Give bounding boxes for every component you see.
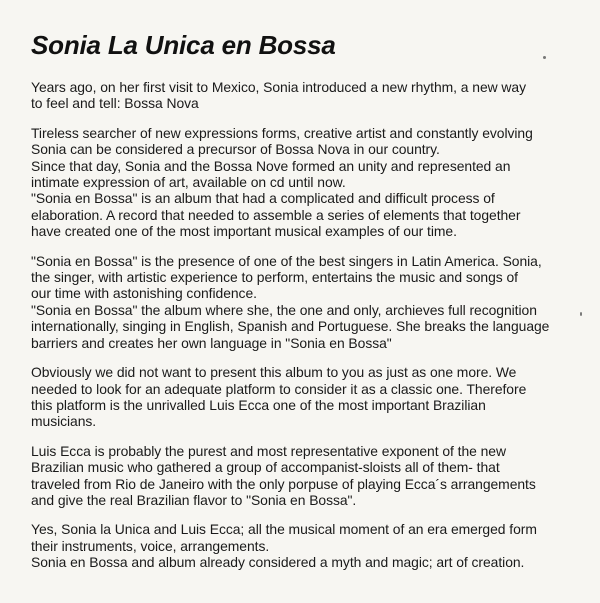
paragraph xyxy=(31,443,582,509)
paragraph xyxy=(31,364,582,430)
text-line: Obviously we did not want to present this album to you as just as one more. We xyxy=(31,364,517,381)
text-line: internationally, singing in English, Spanish and Portuguese. She breaks the language xyxy=(31,318,550,335)
text-line: musicians. xyxy=(31,413,97,430)
text-line: Since that day, Sonia and the Bossa Nove formed an unity and represented an xyxy=(31,157,511,174)
text-line: "Sonia en Bossa" the album where she, the one and only, archieves full recognition xyxy=(31,301,537,318)
text-line: have created one of the most important musical examples of our time. xyxy=(31,223,457,240)
text-line: the singer, with artistic experience to perform, entertains the music and songs of xyxy=(31,269,518,286)
text-line: needed to look for an adequate platform to consider it as a classic one. Therefore xyxy=(31,380,527,397)
paragraph xyxy=(31,125,582,240)
text-line: their instruments, voice, arrangements. xyxy=(31,537,270,554)
text-line: Brazilian music who gathered a group of accompanist-sloists all of them- that xyxy=(31,459,500,476)
text-line: Years ago, on her first visit to Mexico, Sonia introduced a new rhythm, a new way xyxy=(31,79,526,95)
text-line: Yes, Sonia la Unica and Luis Ecca; all the musical moment of an era emerged form xyxy=(31,521,537,538)
text-line: this platform is the unrivalled Luis Ecca one of the most important Brazilian xyxy=(31,396,486,413)
text-line: Sonia can be considered a precursor of Bossa Nova in our country. xyxy=(31,141,440,158)
scan-speck xyxy=(543,56,546,59)
scan-speck xyxy=(580,312,582,316)
paragraph xyxy=(31,79,582,112)
text-line: elaboration. A record that needed to assemble a series of elements that together xyxy=(31,206,521,223)
text-line: Tireless searcher of new expressions forms, creative artist and constantly evolving xyxy=(31,124,533,141)
body-text xyxy=(31,79,582,571)
text-line: Luis Ecca is probably the purest and most representative exponent of the new xyxy=(31,442,506,459)
paragraph xyxy=(31,521,582,570)
text-line: "Sonia en Bossa" is the presence of one of the best singers in Latin America. Sonia, xyxy=(31,252,542,269)
paragraph xyxy=(31,253,582,351)
text-line: intimate expression of art, available on cd until now. xyxy=(31,174,346,191)
page-title: Sonia La Unica en Bossa xyxy=(31,30,336,60)
text-line: to feel and tell: Bossa Nova xyxy=(31,95,199,112)
text-line: Sonia en Bossa and album already considered a myth and magic; art of creation. xyxy=(31,554,525,571)
text-line: and give the real Brazilian flavor to "Sonia en Bossa". xyxy=(31,491,357,508)
text-line: our time with astonishing confidence. xyxy=(31,285,257,302)
text-line: traveled from Rio de Janeiro with the only porpuse of playing Ecca´s arrangements xyxy=(31,475,536,492)
text-line: "Sonia en Bossa" is an album that had a complicated and difficult process of xyxy=(31,190,495,207)
text-line: barriers and creates her own language in "Sonia en Bossa" xyxy=(31,334,392,351)
